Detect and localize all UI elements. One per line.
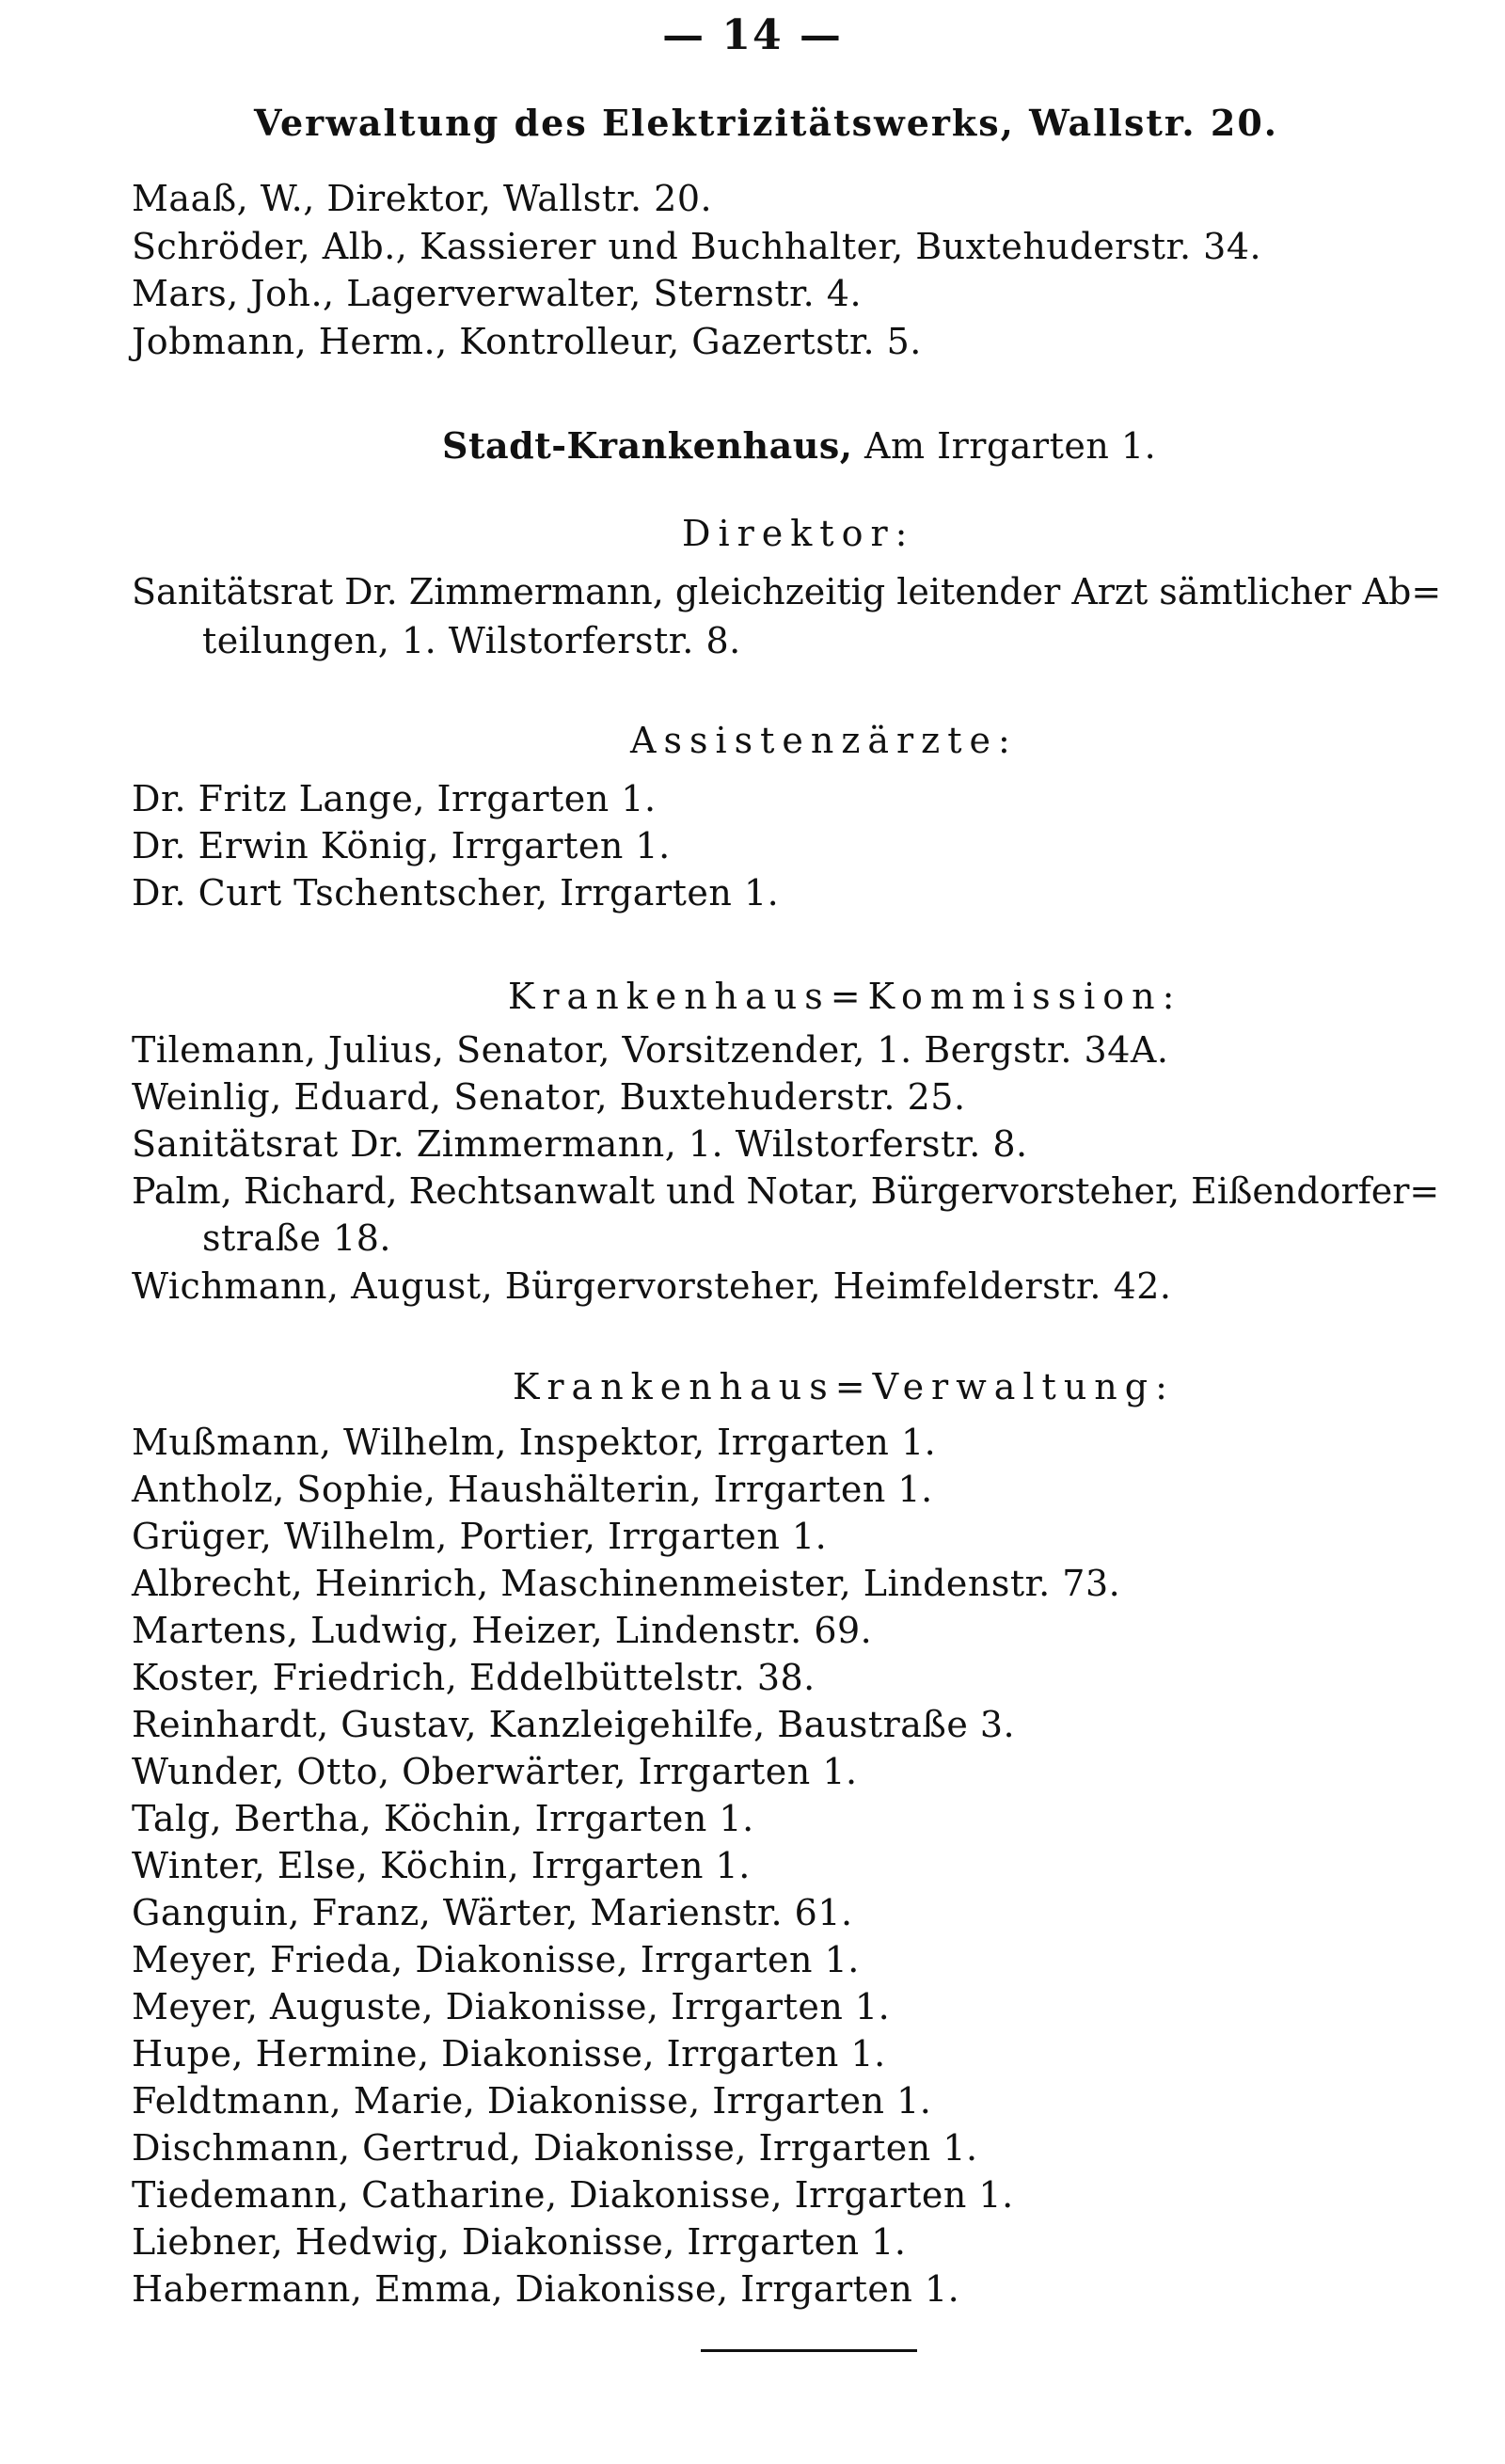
commission-line-continued: straße 18. [202, 1217, 391, 1259]
staff-line: Meyer, Frieda, Diakonisse, Irrgarten 1. [132, 1939, 860, 1980]
section-heading-electricity: Verwaltung des Elektrizitätswerks, Wallstr. 20. [254, 102, 1278, 144]
hospital-title: Stadt-Krankenhaus, [442, 424, 853, 467]
commission-line: Palm, Richard, Rechtsanwalt und Notar, Bürgervorsteher, Eißendorfer= [132, 1170, 1440, 1212]
assistant-line: Dr. Curt Tschentscher, Irrgarten 1. [132, 872, 780, 914]
staff-line: Grüger, Wilhelm, Portier, Irrgarten 1. [132, 1516, 828, 1557]
staff-line: Winter, Else, Köchin, Irrgarten 1. [132, 1845, 751, 1886]
assistant-line: Dr. Fritz Lange, Irrgarten 1. [132, 778, 657, 819]
entry-line: Schröder, Alb., Kassierer und Buchhalter, Buxtehuderstr. 34. [132, 226, 1262, 267]
staff-line: Meyer, Auguste, Diakonisse, Irrgarten 1. [132, 1986, 891, 2027]
hospital-address: Am Irrgarten 1. [864, 425, 1157, 467]
staff-line: Hupe, Hermine, Diakonisse, Irrgarten 1. [132, 2033, 886, 2075]
staff-line: Tiedemann, Catharine, Diakonisse, Irrgarten 1. [132, 2174, 1014, 2216]
entry-line: Jobmann, Herm., Kontrolleur, Gazertstr. 5. [132, 321, 922, 362]
section-heading-hospital [442, 424, 1157, 467]
subheading-assistants: Assistenzärzte: [630, 720, 1018, 761]
staff-line: Liebner, Hedwig, Diakonisse, Irrgarten 1. [132, 2221, 907, 2263]
director-line: Sanitätsrat Dr. Zimmermann, gleichzeitig leitender Arzt sämtlicher Ab= [132, 571, 1442, 612]
staff-line: Ganguin, Franz, Wärter, Marienstr. 61. [132, 1892, 853, 1933]
entry-line: Maaß, W., Direktor, Wallstr. 20. [132, 178, 713, 219]
subheading-director: Direktor: [682, 513, 915, 554]
staff-line: Antholz, Sophie, Haushälterin, Irrgarten 1. [132, 1469, 933, 1510]
staff-line: Feldtmann, Marie, Diakonisse, Irrgarten 1. [132, 2080, 932, 2122]
assistant-line: Dr. Erwin König, Irrgarten 1. [132, 825, 671, 866]
staff-line: Habermann, Emma, Diakonisse, Irrgarten 1. [132, 2268, 960, 2310]
staff-line: Wunder, Otto, Oberwärter, Irrgarten 1. [132, 1751, 858, 1792]
subheading-administration: Krankenhaus=Verwaltung: [513, 1366, 1175, 1407]
staff-line: Koster, Friedrich, Eddelbüttelstr. 38. [132, 1657, 816, 1698]
commission-line: Tilemann, Julius, Senator, Vorsitzender, 1. Bergstr. 34A. [132, 1029, 1169, 1071]
commission-line: Wichmann, August, Bürgervorsteher, Heimfelderstr. 42. [132, 1265, 1172, 1307]
staff-line: Mußmann, Wilhelm, Inspektor, Irrgarten 1. [132, 1422, 937, 1463]
entry-line: Mars, Joh., Lagerverwalter, Sternstr. 4. [132, 273, 863, 314]
staff-line: Martens, Ludwig, Heizer, Lindenstr. 69. [132, 1610, 873, 1651]
end-rule [701, 2349, 917, 2352]
commission-line: Weinlig, Eduard, Senator, Buxtehuderstr. 25. [132, 1076, 966, 1118]
staff-line: Reinhardt, Gustav, Kanzleigehilfe, Baustraße 3. [132, 1704, 1016, 1745]
commission-line: Sanitätsrat Dr. Zimmermann, 1. Wilstorferstr. 8. [132, 1123, 1028, 1165]
staff-line: Talg, Bertha, Köchin, Irrgarten 1. [132, 1798, 754, 1839]
page-number: — 14 — [662, 11, 843, 59]
staff-line: Dischmann, Gertrud, Diakonisse, Irrgarten 1. [132, 2127, 978, 2169]
staff-line: Albrecht, Heinrich, Maschinenmeister, Lindenstr. 73. [132, 1563, 1121, 1604]
subheading-commission: Krankenhaus=Kommission: [508, 976, 1182, 1017]
director-line-continued: teilungen, 1. Wilstorferstr. 8. [202, 620, 741, 661]
